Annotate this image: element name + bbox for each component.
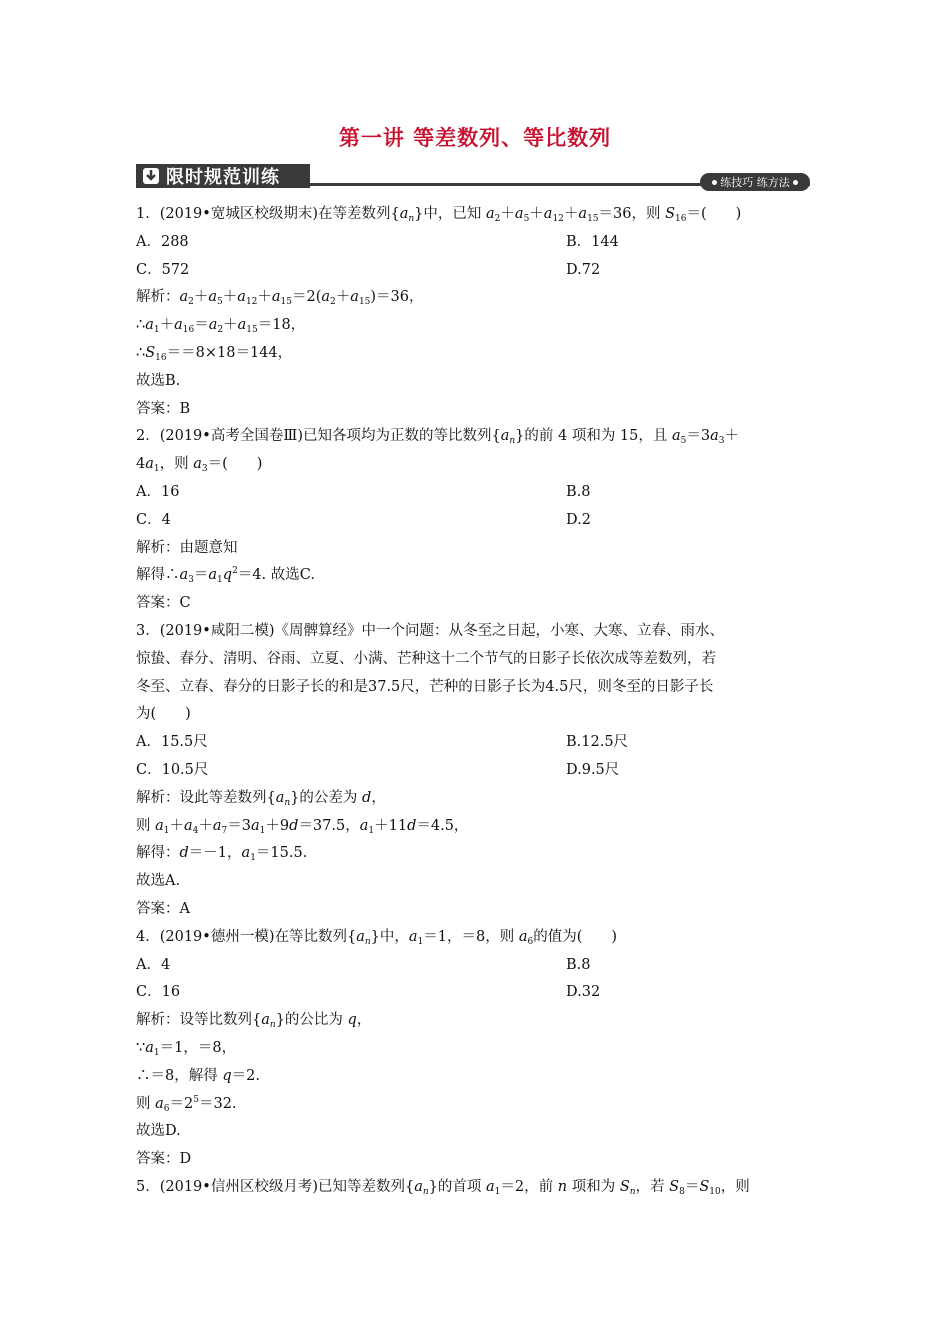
option-a: A．4 (136, 956, 171, 973)
option-a: A．16 (136, 483, 180, 500)
banner-left-label: 限时规范训练 (166, 167, 280, 188)
solution-line: $\therefore S_{16}==8\times 18=144$， (136, 344, 293, 363)
solution-line: 解析：$a_2+a_5+a_{12}+a_{15}=2(a_2+a_{15})=36$， (136, 289, 424, 308)
solution-line: 解得：d＝－1，$a_1=15.5$. (136, 845, 308, 864)
answer-line: 答案：C (136, 595, 191, 612)
option-b: B.12.5尺 (566, 734, 629, 751)
option-b: B．144 (566, 233, 619, 250)
conclusion-line: 故选A. (136, 873, 181, 890)
question-1-options-row2 (136, 257, 816, 285)
solution-line: 解析：设等比数列$\{a_n\}$的公比为 q， (136, 1012, 372, 1031)
solution-line: 则 $a_1+a_4+a_7=3a_1+9d=37.5$，$a_1+11d=4.5$， (136, 817, 469, 836)
solution-line: ∴＝8，解得 q＝2. (136, 1067, 260, 1084)
option-c: C．4 (136, 511, 171, 528)
question-3-stem: 3．(2019•咸阳二模)《周髀算经》中一个问题：从冬至之日起，小寒、大寒、立春、雨水、 (136, 622, 724, 639)
option-d: D.2 (566, 511, 591, 528)
solution-line: 解析：设此等差数列$\{a_n\}$的公差为 d， (136, 789, 386, 808)
section-banner (136, 164, 810, 192)
bullet-icon (712, 180, 717, 185)
answer-line: 答案：B (136, 400, 191, 417)
solution-line: 解得$\therefore a_3=a_1q^2=4$. 故选C. (136, 566, 315, 586)
option-d: D.72 (566, 261, 601, 278)
page-title: 第一讲 等差数列、等比数列 (338, 125, 612, 150)
question-4-options-row1 (136, 952, 816, 980)
option-b: B.8 (566, 956, 591, 973)
answer-line: 答案：A (136, 900, 190, 917)
option-c: C．10.5尺 (136, 761, 209, 778)
banner-right-label: 练技巧 练方法 (720, 176, 790, 189)
question-3-stem-cont: 冬至、立春、春分的日影子长的和是37.5尺，芒种的日影子长为4.5尺，则冬至的日影子长 (136, 678, 714, 695)
option-d: D.32 (566, 984, 601, 1001)
solution-line: $\because a_1=1$，＝8， (136, 1039, 237, 1058)
solution-line: 解析：由题意知 (136, 539, 238, 556)
solution-line: $\therefore a_1+a_{16}=a_2+a_{15}=18$， (136, 317, 306, 336)
option-a: A．15.5尺 (136, 734, 208, 751)
bullet-icon (793, 180, 798, 185)
question-content (136, 201, 816, 1202)
question-3-stem-cont: 为( ) (136, 706, 191, 723)
option-d: D.9.5尺 (566, 761, 620, 778)
question-4-stem: 4．(2019•德州一模)在等比数列$\{a_n\}$中，$a_1=1$，＝8，则 $a_6$的值为( ) (136, 928, 618, 947)
question-1-options-row1 (136, 229, 816, 257)
question-3-options-row1 (136, 729, 816, 757)
question-5-stem: 5．(2019•信州区校级月考)已知等差数列$\{a_n\}$的首项 $a_1=2$，前 n 项和为 $S_n$，若 $S_8=S_{10}$，则 (136, 1178, 750, 1197)
question-3-stem-cont: 惊蛰、春分、清明、谷雨、立夏、小满、芒种这十二个节气的日影子长依次成等差数列，若 (136, 650, 716, 667)
question-2-options-row2 (136, 507, 816, 535)
option-c: C．16 (136, 984, 181, 1001)
option-a: A．288 (136, 233, 189, 250)
solution-line: 则 $a_6=2^5=32$. (136, 1094, 237, 1114)
banner-left (136, 164, 310, 188)
answer-line: 答案：D (136, 1151, 192, 1168)
download-arrow-icon (140, 166, 162, 186)
option-c: C．572 (136, 261, 190, 278)
question-2-options-row1 (136, 479, 816, 507)
question-4-options-row2 (136, 979, 816, 1007)
question-1-stem: 1．(2019•宽城区校级期末)在等差数列$\{a_n\}$中，已知 $a_2+a_5+a_{12}+a_{15}=36$，则 $S_{16}=$( ) (136, 206, 742, 224)
question-3-options-row2 (136, 757, 816, 785)
conclusion-line: 故选B. (136, 372, 181, 389)
conclusion-line: 故选D. (136, 1123, 181, 1140)
question-2-stem: 2．(2019•高考全国卷Ⅲ)已知各项均为正数的等比数列$\{a_n\}$的前 4 项和为 15，且 $a_5=3a_3+$ (136, 428, 740, 447)
option-b: B.8 (566, 483, 591, 500)
question-2-stem-cont: $4a_1$，则 $a_3=$( ) (136, 456, 263, 475)
banner-right (700, 173, 810, 191)
